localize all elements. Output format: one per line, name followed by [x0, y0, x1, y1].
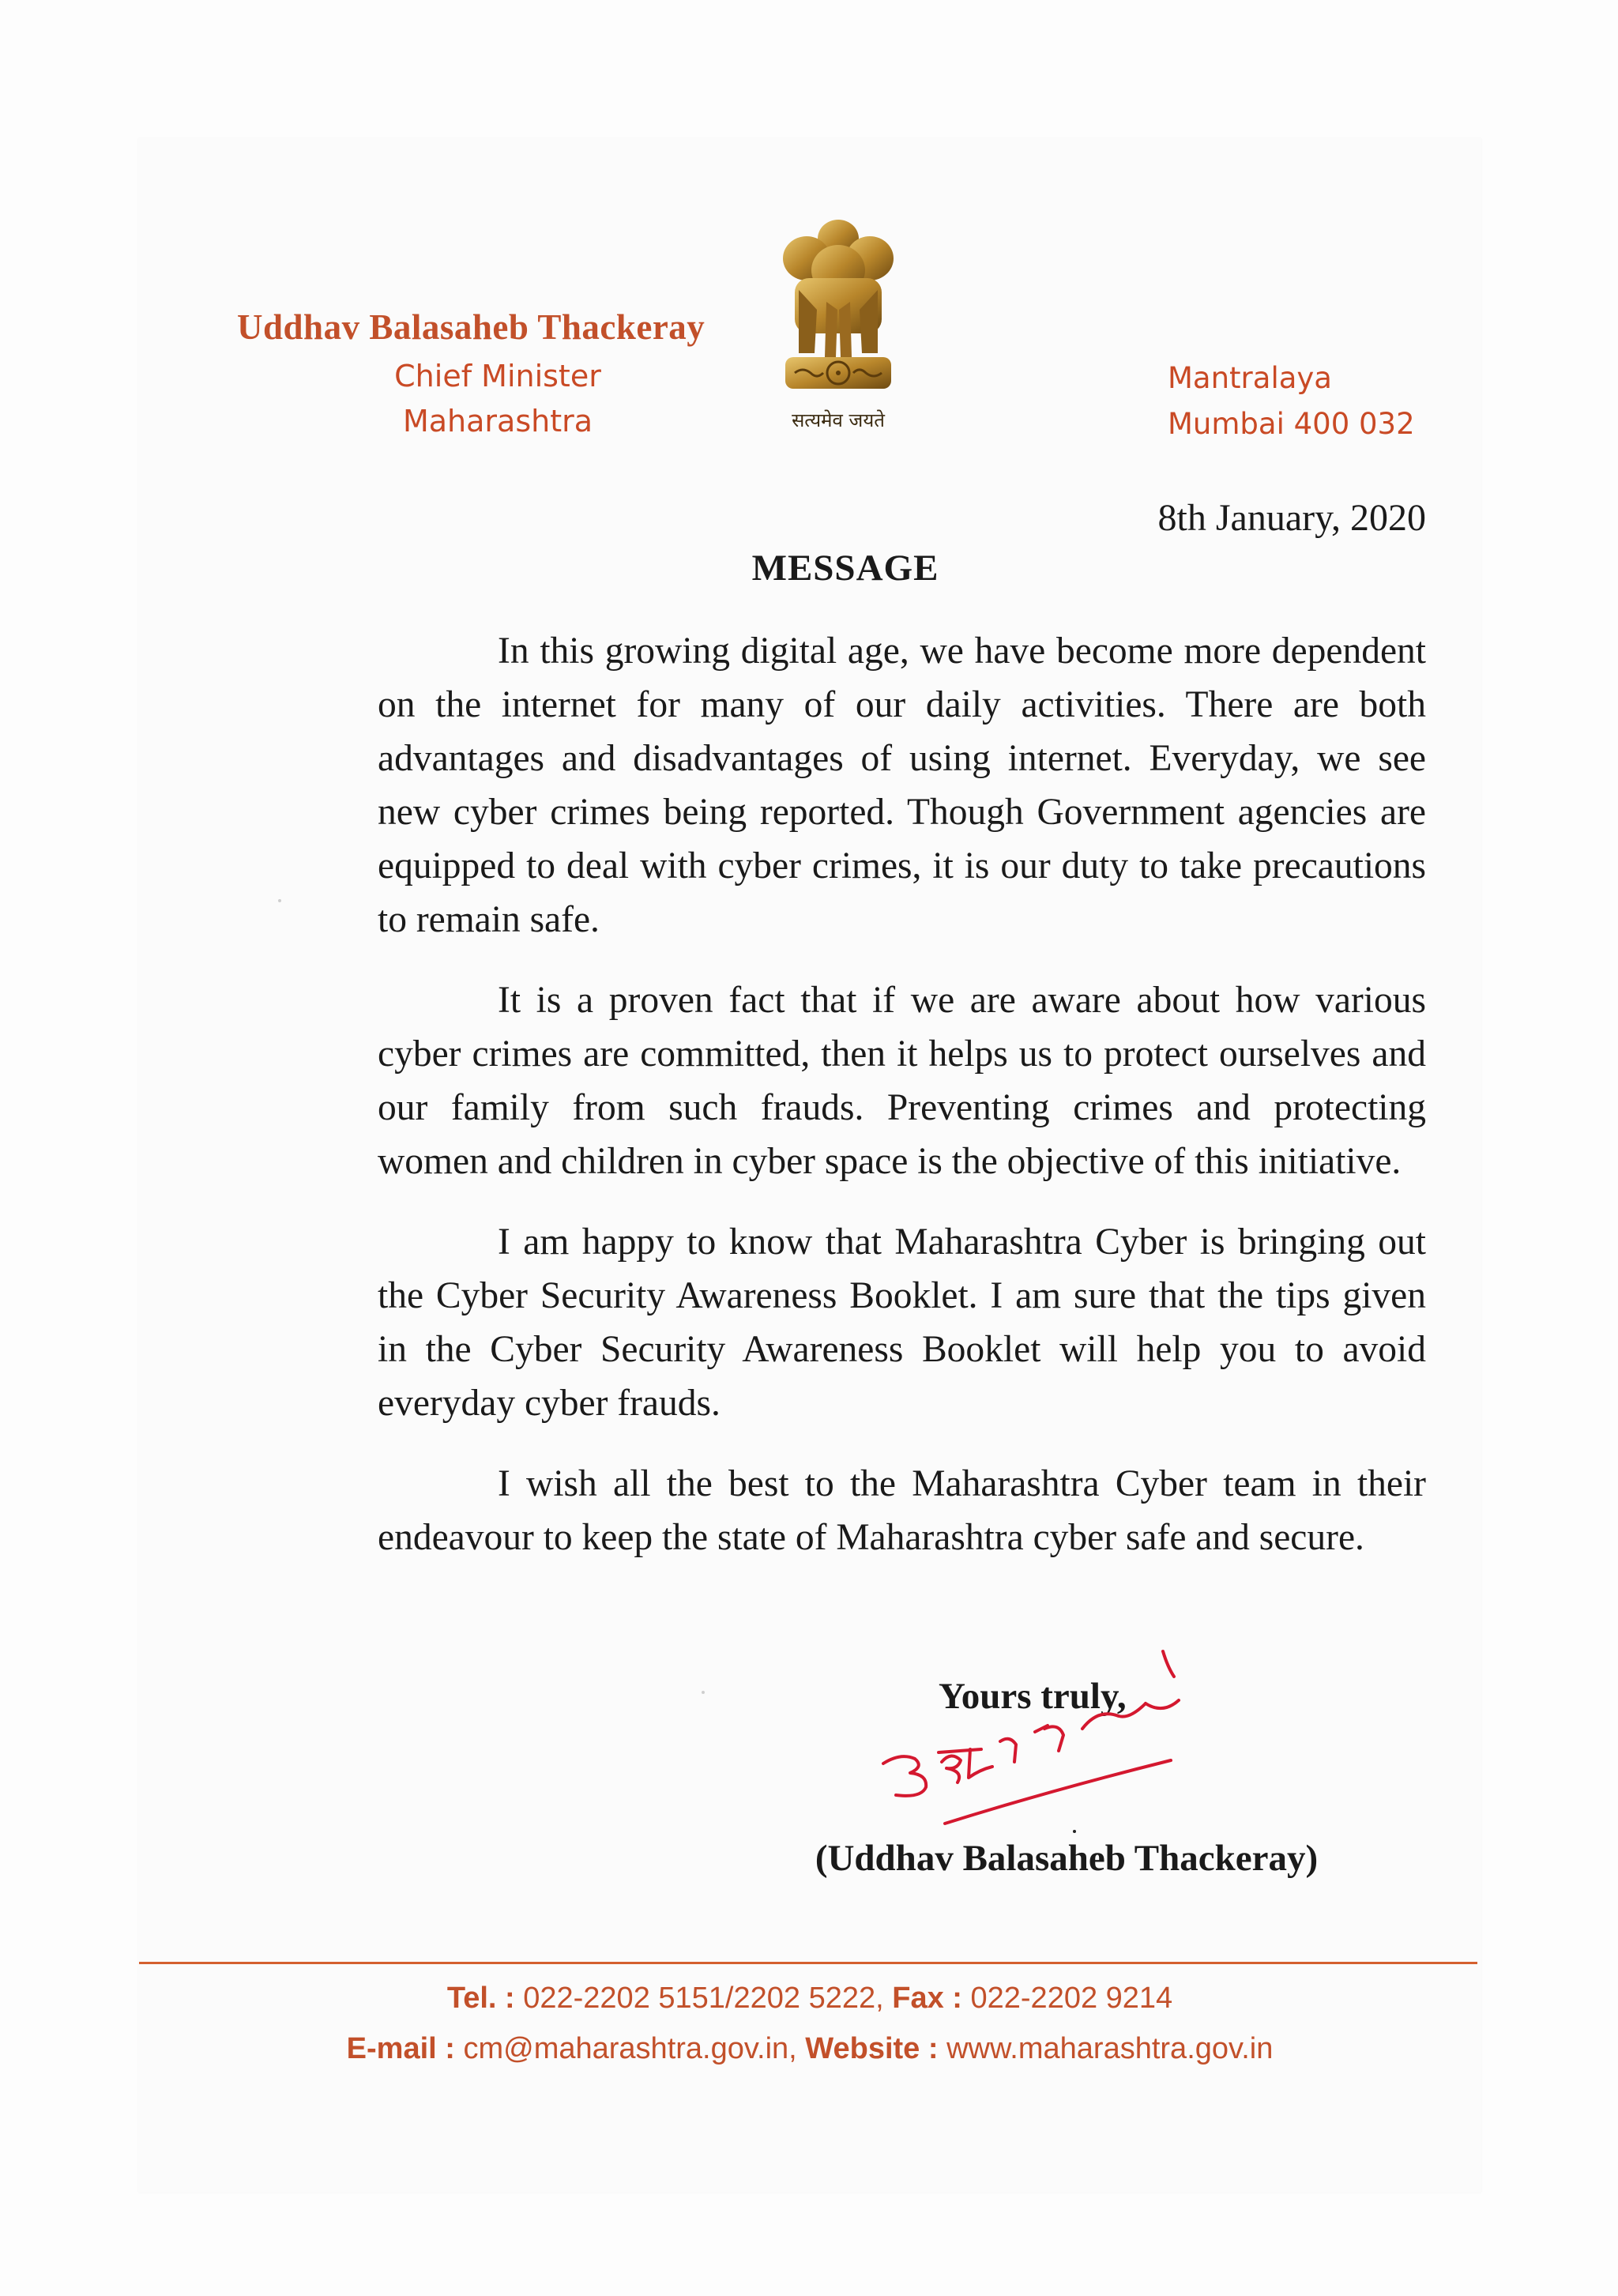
sender-state: Maharashtra	[402, 404, 593, 438]
letter-heading: MESSAGE	[751, 548, 939, 589]
national-emblem-icon	[771, 215, 905, 444]
handwritten-signature	[869, 1643, 1248, 1841]
paper-speck	[702, 1691, 705, 1694]
sender-title: Chief Minister	[394, 359, 601, 393]
website-label: Website :	[805, 2032, 939, 2065]
letterhead-address	[1168, 356, 1436, 447]
fax-value: 022-2202 9214	[970, 1982, 1173, 2015]
letter-body	[378, 624, 1426, 1591]
email-value[interactable]: cm@maharashtra.gov.in,	[463, 2032, 797, 2065]
address-line-1: Mantralaya	[1168, 361, 1332, 395]
letterhead-sender	[237, 307, 758, 444]
tel-value: 022-2202 5151/2202 5222,	[523, 1982, 884, 2015]
paragraph: It is a proven fact that if we are aware about how various cyber crimes are committed, then it helps us to protect ourselves and our family from such frauds. Preventing crimes and protecting women and children in cyber space is the objective of this initiative.	[378, 980, 1426, 1182]
paper-speck	[278, 899, 281, 902]
tel-label: Tel. :	[446, 1982, 515, 2015]
sender-name: Uddhav Balasaheb Thackeray	[237, 307, 706, 347]
email-label: E-mail :	[346, 2032, 455, 2065]
emblem-motto: सत्यमेव जयते	[792, 409, 885, 431]
letterhead-footer	[237, 1973, 1383, 2074]
website-value[interactable]: www.maharashtra.gov.in	[946, 2032, 1274, 2065]
paragraph: In this growing digital age, we have become more dependent on the internet for many of our daily activities. There are both advantages and disadvantages of using internet. Everyday, we see new cyber crimes being reported. Though Government agencies are equipped to deal with cyber crimes, it is our duty to take precautions to remain safe.	[378, 630, 1426, 940]
paragraph: I wish all the best to the Maharashtra Cyber team in their endeavour to keep the state of Maharashtra cyber safe and secure.	[378, 1463, 1426, 1558]
footer-phone-line	[237, 1973, 1383, 2023]
ink-dot	[1073, 1830, 1076, 1833]
footer-contact-line	[237, 2023, 1383, 2074]
footer-divider	[139, 1962, 1477, 1964]
fax-label: Fax :	[892, 1982, 962, 2015]
letter-date: 8th January, 2020	[1157, 497, 1426, 539]
closing-salutation: Yours truly,	[939, 1676, 1127, 1717]
signatory-name: (Uddhav Balasaheb Thackeray)	[815, 1838, 1319, 1879]
paragraph: I am happy to know that Maharashtra Cyber is bringing out the Cyber Security Awareness Booklet. I am sure that the tips given in the Cyber Security Awareness Booklet will help you to avoid everyday cyber frauds.	[378, 1221, 1426, 1424]
address-line-2: Mumbai 400 032	[1168, 407, 1415, 441]
